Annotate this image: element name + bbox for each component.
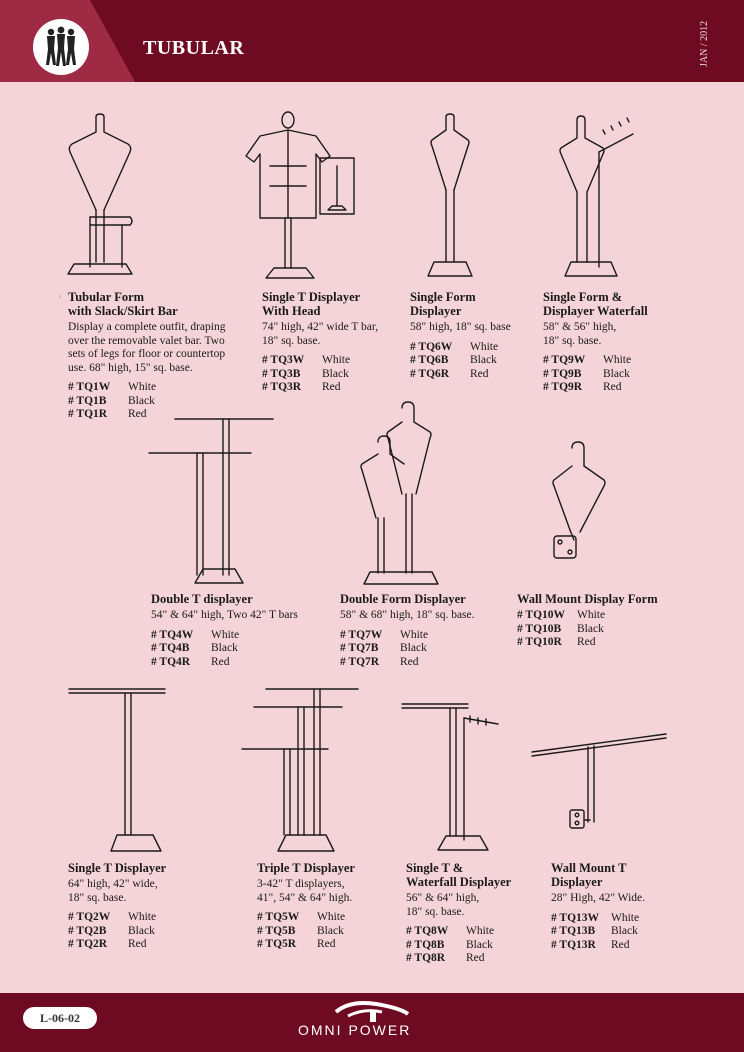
wall-mount-t-figure — [530, 730, 670, 830]
sku-row — [406, 939, 511, 953]
omni-power-logo-icon — [330, 998, 414, 1022]
sku-row — [68, 395, 225, 409]
product-name — [551, 861, 645, 889]
description-line: 58" high, 18" sq. base — [410, 321, 511, 333]
product-name — [68, 290, 225, 318]
sku-code: # TQ5B — [257, 924, 296, 937]
description-line: 64" high, 42" wide, — [68, 878, 158, 890]
product-name-line: with Slack/Skirt Bar — [68, 304, 178, 318]
product-name-line: Single Form & — [543, 290, 623, 304]
sku-row — [68, 911, 166, 925]
sku-row — [517, 623, 658, 637]
page-title: TUBULAR — [143, 37, 245, 59]
double-form-figure — [350, 398, 450, 588]
product-description — [340, 609, 475, 623]
product-description — [543, 321, 648, 348]
sku-color: Red — [577, 636, 596, 648]
description-line: use. 68" high, 15" sq. base. — [68, 361, 193, 374]
product-name-line: Wall Mount Display Form — [517, 592, 658, 606]
product-name — [340, 592, 475, 606]
description-line: 28" High, 42" Wide. — [551, 892, 645, 904]
double-t-figure — [145, 415, 275, 585]
sku-row — [68, 381, 225, 395]
sku-code: # TQ2W — [68, 911, 111, 923]
sku-color: Black — [611, 925, 638, 937]
single-form-waterfall-figure — [555, 112, 645, 282]
product-name-line: Displayer Waterfall — [543, 304, 648, 318]
product-name-line: Single T Displayer — [68, 861, 167, 875]
description-line: 3-42" T displayers, — [257, 878, 345, 890]
sku-code: # TQ13B — [551, 925, 596, 937]
sku-row — [406, 952, 511, 966]
sku-color: Red — [470, 367, 489, 380]
description-line: 58" & 68" high, 18" sq. base. — [340, 609, 475, 621]
sku-row — [257, 925, 355, 939]
sku-color: White — [466, 925, 495, 937]
sku-row — [543, 368, 648, 382]
sku-code: # TQ9W — [543, 354, 586, 366]
product-description — [257, 878, 355, 905]
sku-row — [68, 408, 225, 422]
product-name-line: Single T Displayer — [262, 290, 361, 304]
product-block — [517, 592, 658, 650]
sku-color: Black — [211, 642, 238, 654]
product-block — [68, 861, 166, 952]
sku-color: White — [128, 911, 157, 923]
sku-row — [517, 636, 658, 650]
sku-row — [68, 925, 166, 939]
sku-code: # TQ13W — [551, 911, 600, 924]
product-block — [406, 861, 511, 966]
triple-t-figure — [238, 685, 363, 857]
sku-code: # TQ4R — [151, 655, 191, 668]
product-block — [262, 290, 378, 395]
sku-row — [340, 642, 475, 656]
description-line: 18" sq. base. — [406, 905, 465, 918]
product-name — [406, 861, 511, 889]
single-t-with-head-figure — [230, 106, 360, 282]
sku-color: Black — [128, 924, 155, 937]
sku-code: # TQ1B — [68, 394, 107, 407]
sku-row — [406, 925, 511, 939]
product-name-line: Double T displayer — [151, 592, 253, 606]
sku-color: Red — [466, 952, 485, 964]
description-line: 74" high, 42" wide T bar, — [262, 321, 379, 333]
wall-mount-form-figure — [540, 440, 620, 570]
product-description — [68, 878, 166, 905]
sku-color: White — [603, 354, 632, 366]
sku-color: Black — [470, 354, 497, 366]
sku-code: # TQ6W — [410, 340, 453, 353]
sku-code: # TQ9B — [543, 367, 582, 380]
sku-code: # TQ6B — [410, 354, 449, 366]
product-block — [257, 861, 355, 952]
product-name-line: Double Form Displayer — [340, 592, 466, 606]
sku-color: White — [400, 628, 429, 641]
sku-code: # TQ10R — [517, 636, 562, 648]
sku-row — [551, 925, 645, 939]
sku-color: White — [611, 911, 640, 924]
description-line: 58" & 56" high, — [543, 321, 617, 333]
sku-color: Black — [466, 938, 493, 951]
sku-color: Red — [603, 381, 622, 393]
issue-date: JAN / 2012 — [699, 20, 710, 68]
description-line: 18" sq. base. — [262, 334, 321, 347]
product-name — [151, 592, 298, 606]
sku-color: Black — [577, 622, 604, 635]
sku-row — [68, 938, 166, 952]
product-name — [257, 861, 355, 875]
sku-color: Black — [603, 367, 630, 380]
product-block — [551, 861, 645, 952]
mannequin-trio-icon — [33, 19, 89, 75]
sku-row — [551, 939, 645, 953]
sku-color: White — [128, 381, 157, 393]
sku-code: # TQ2B — [68, 924, 107, 937]
single-t-waterfall-figure — [398, 700, 503, 858]
sku-color: Black — [322, 367, 349, 380]
product-description — [406, 892, 511, 919]
sku-color: Red — [128, 938, 147, 950]
sku-row — [551, 912, 645, 926]
sku-row — [151, 629, 298, 643]
product-name — [68, 861, 166, 875]
product-name-line: Single Form — [410, 290, 476, 304]
sku-code: # TQ9R — [543, 381, 583, 393]
product-name — [543, 290, 648, 318]
sku-color: Black — [317, 924, 344, 937]
chevron-right-icon: › — [58, 291, 62, 302]
sku-code: # TQ13R — [551, 938, 596, 951]
product-name-line: With Head — [262, 304, 321, 318]
sku-color: Red — [322, 381, 341, 393]
sku-color: White — [322, 354, 351, 366]
sku-color: White — [317, 911, 346, 923]
sku-color: White — [211, 628, 240, 641]
product-name-line: Wall Mount T — [551, 861, 627, 875]
sku-code: # TQ7B — [340, 642, 379, 654]
description-line: Display a complete outfit, draping — [68, 321, 226, 333]
sku-row — [543, 381, 648, 395]
product-name — [410, 290, 511, 318]
sku-color: Black — [400, 642, 427, 654]
sku-code: # TQ5R — [257, 938, 297, 950]
sku-row — [517, 609, 658, 623]
description-line: 18" sq. base. — [543, 334, 602, 347]
sku-color: Black — [128, 394, 155, 407]
product-name — [517, 592, 658, 606]
sku-code: # TQ10W — [517, 609, 566, 621]
sku-color: Red — [400, 655, 419, 668]
description-line: 41", 54" & 64" high. — [257, 891, 353, 904]
description-line: 54" & 64" high, Two 42" T bars — [151, 609, 298, 621]
sku-color: Red — [128, 408, 147, 420]
product-name-line: Single T & — [406, 861, 464, 875]
sku-row — [410, 354, 511, 368]
product-name — [262, 290, 378, 318]
sku-code: # TQ8R — [406, 952, 446, 964]
sku-code: # TQ1R — [68, 408, 108, 420]
sku-row — [543, 354, 648, 368]
single-t-figure — [65, 685, 170, 857]
sku-row — [340, 629, 475, 643]
sku-color: White — [577, 609, 606, 621]
sku-code: # TQ3R — [262, 381, 302, 393]
tubular-form-figure — [60, 112, 140, 282]
description-line: 56" & 64" high, — [406, 892, 480, 904]
sku-color: Red — [211, 655, 230, 668]
sku-row — [151, 642, 298, 656]
product-name-line: Displayer — [551, 875, 603, 889]
description-line: over the removable valet bar. Two — [68, 334, 225, 347]
sku-row — [262, 381, 378, 395]
sku-code: # TQ7R — [340, 655, 380, 668]
product-description — [68, 321, 225, 375]
product-block — [58, 290, 226, 422]
sku-code: # TQ4W — [151, 628, 194, 641]
sku-row — [151, 656, 298, 670]
sku-row — [340, 656, 475, 670]
sku-code: # TQ8B — [406, 938, 445, 951]
product-block — [543, 290, 648, 395]
product-block — [410, 290, 511, 381]
product-name-line: Tubular Form — [68, 290, 145, 304]
single-form-figure — [420, 112, 480, 282]
sku-color: Red — [611, 938, 630, 951]
sku-code: # TQ4B — [151, 642, 190, 654]
sku-code: # TQ3W — [262, 354, 305, 366]
sku-code: # TQ5W — [257, 911, 300, 923]
product-name-line: Displayer — [410, 304, 462, 318]
sku-row — [257, 938, 355, 952]
sku-code: # TQ10B — [517, 622, 562, 635]
brand-name: OMNI POWER — [298, 1022, 412, 1038]
sku-row — [262, 354, 378, 368]
product-description — [410, 321, 511, 335]
sku-row — [257, 911, 355, 925]
product-name-line: Triple T Displayer — [257, 861, 355, 875]
product-description — [262, 321, 378, 348]
description-line: sets of legs for floor or countertop — [68, 348, 226, 360]
sku-row — [262, 368, 378, 382]
sku-code: # TQ6R — [410, 367, 450, 380]
page-code: L-06-02 — [23, 1007, 97, 1029]
sku-code: # TQ3B — [262, 367, 301, 380]
product-name-line: Waterfall Displayer — [406, 875, 512, 889]
product-block — [151, 592, 298, 669]
product-description — [151, 609, 298, 623]
sku-code: # TQ7W — [340, 628, 383, 641]
product-block — [340, 592, 475, 669]
product-description — [551, 892, 645, 906]
sku-code: # TQ1W — [68, 381, 111, 393]
sku-row — [410, 341, 511, 355]
sku-row — [410, 368, 511, 382]
sku-color: White — [470, 340, 499, 353]
description-line: 18" sq. base. — [68, 891, 127, 904]
sku-code: # TQ8W — [406, 925, 449, 937]
sku-color: Red — [317, 938, 336, 950]
sku-code: # TQ2R — [68, 938, 108, 950]
